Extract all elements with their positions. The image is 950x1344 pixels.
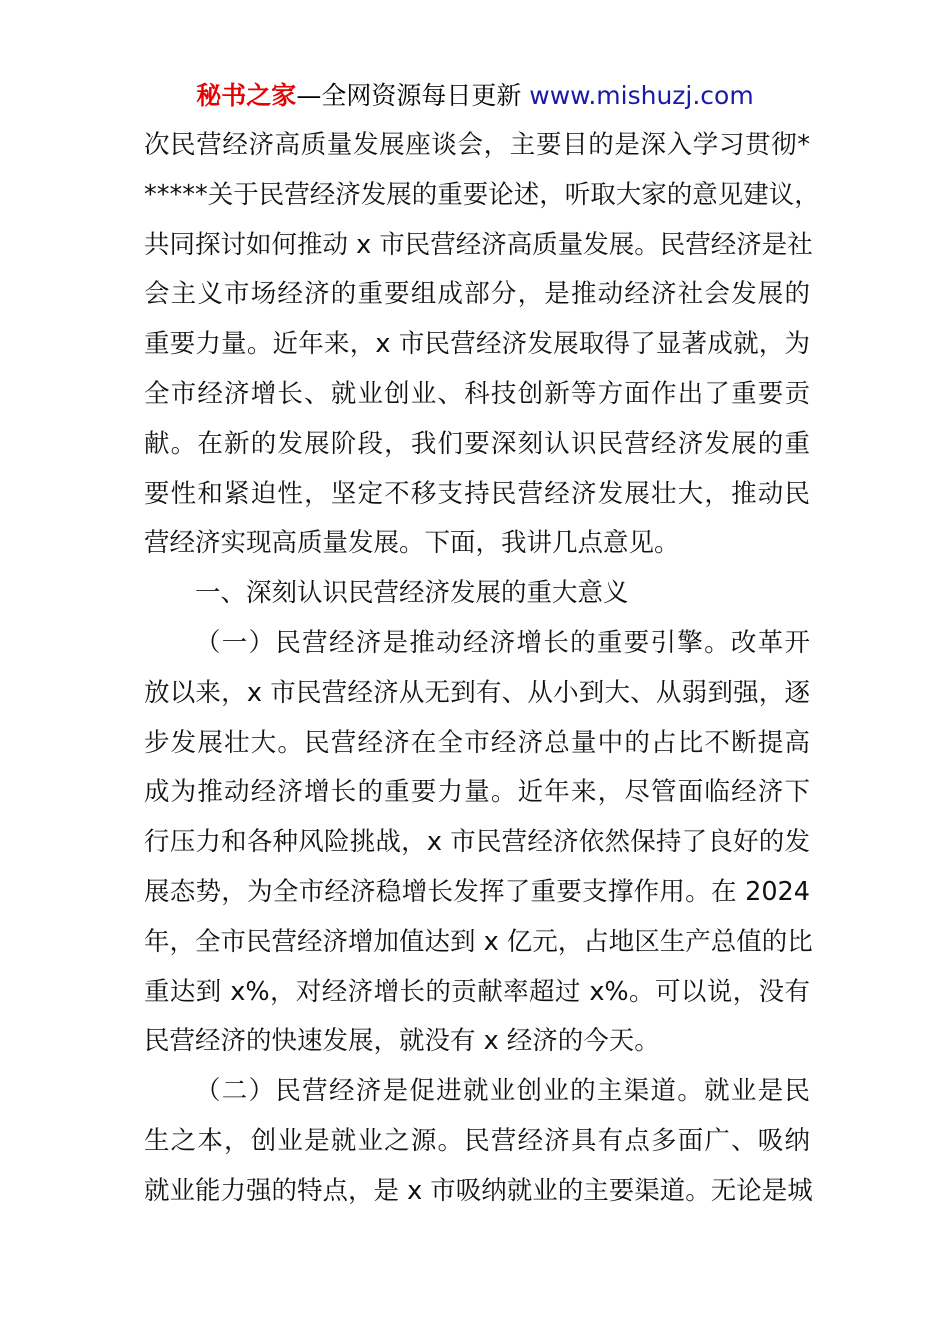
text-line: 展态势，为全市经济稳增长发挥了重要支撑作用。在 2024 — [144, 876, 810, 907]
text-line: 就业能力强的特点，是 x 市吸纳就业的主要渠道。无论是城 — [144, 1175, 813, 1206]
text-line: 一、深刻认识民营经济发展的重大意义 — [195, 578, 629, 609]
text-line: 成为推动经济增长的重要力量。近年来，尽管面临经济下 — [144, 777, 810, 808]
document-body — [144, 121, 820, 1217]
text-line: 年，全市民营经济增加值达到 x 亿元，占地区生产总值的比 — [144, 926, 813, 957]
text-line: 全市经济增长、就业创业、科技创新等方面作出了重要贡 — [144, 378, 810, 409]
text-line: 会主义市场经济的重要组成部分，是推动经济社会发展的 — [144, 279, 810, 310]
text-line: 要性和紧迫性，坚定不移支持民营经济发展壮大，推动民 — [144, 478, 810, 509]
text-line: （二）民营经济是促进就业创业的主渠道。就业是民 — [195, 1076, 810, 1107]
text-line: 重达到 x%，对经济增长的贡献率超过 x%。可以说，没有 — [144, 976, 810, 1007]
text-line: （一）民营经济是推动经济增长的重要引擎。改革开 — [195, 627, 810, 658]
text-line: 生之本，创业是就业之源。民营经济具有点多面广、吸纳 — [144, 1125, 810, 1156]
page-header — [0, 78, 950, 114]
text-line: 营经济实现高质量发展。下面，我讲几点意见。 — [144, 528, 680, 559]
brand-name: 秘书之家 — [196, 81, 297, 110]
text-line: 献。在新的发展阶段，我们要深刻认识民营经济发展的重 — [144, 428, 810, 459]
text-line: 次民营经济高质量发展座谈会，主要目的是深入学习贯彻* — [144, 130, 810, 160]
text-line: 共同探讨如何推动 x 市民营经济高质量发展。民营经济是社 — [144, 229, 813, 260]
text-line: 放以来，x 市民营经济从无到有、从小到大、从弱到强，逐 — [144, 677, 810, 708]
text-line: 重要力量。近年来，x 市民营经济发展取得了显著成就，为 — [144, 329, 810, 360]
text-line: 步发展壮大。民营经济在全市经济总量中的占比不断提高 — [144, 727, 810, 758]
header-tagline: —全网资源每日更新 — [296, 81, 522, 110]
text-line: *****关于民营经济发展的重要论述，听取大家的意见建议， — [144, 179, 820, 210]
text-line: 民营经济的快速发展，就没有 x 经济的今天。 — [144, 1026, 660, 1057]
site-url-link[interactable]: www.mishuzj.com — [529, 81, 754, 110]
text-line: 行压力和各种风险挑战，x 市民营经济依然保持了良好的发 — [144, 827, 810, 858]
